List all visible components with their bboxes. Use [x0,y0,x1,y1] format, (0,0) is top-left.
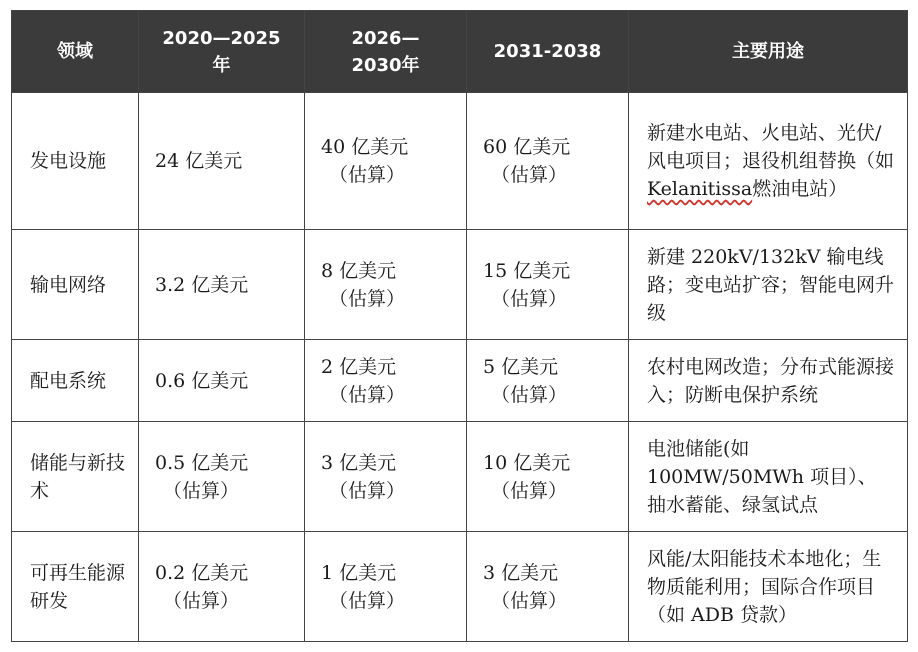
value-cell [467,532,629,642]
value-cell [139,422,305,532]
header-field: 领域 [12,11,139,93]
table-row [12,230,908,340]
header-period-2: 2026—2030年 [305,11,467,93]
value-note: （估算） [163,479,240,502]
value-amount: 0.6 亿美元 [155,369,249,392]
header-use: 主要用途 [629,11,908,93]
value-cell [139,532,305,642]
investment-table [11,10,908,642]
value-amount: 2 亿美元 [321,355,397,378]
field-cell: 配电系统 [12,340,139,422]
header-period-3: 2031-2038 [467,11,629,93]
value-note: （估算） [329,383,406,406]
value-amount: 40 亿美元 [321,136,409,158]
value-cell [467,230,629,340]
value-note: （估算） [491,479,568,502]
table-row [12,93,908,230]
value-cell [139,93,305,230]
value-amount: 10 亿美元 [483,451,571,474]
table-row [12,340,908,422]
value-note: （估算） [491,383,568,406]
value-cell [305,93,467,230]
value-cell [305,422,467,532]
header-row [12,11,908,93]
value-cell [467,93,629,230]
use-cell: 农村电网改造；分布式能源接入；防断电保护系统 [629,340,908,422]
value-amount: 60 亿美元 [483,136,571,158]
value-cell [467,422,629,532]
value-note: （估算） [329,589,406,612]
table-row [12,532,908,642]
value-note: （估算） [491,164,568,186]
use-text: 新建水电站、火电站、光伏/风电项目；退役机组替换（如 [647,122,895,172]
value-amount: 5 亿美元 [483,355,559,378]
field-cell: 储能与新技术 [12,422,139,532]
use-text-tail: 燃油电站） [752,178,848,200]
value-note: （估算） [329,164,406,186]
value-note: （估算） [163,589,240,612]
value-note: （估算） [491,287,568,310]
value-amount: 15 亿美元 [483,259,571,282]
value-cell [467,340,629,422]
use-cell: 电池储能(如 100MW/50MWh 项目）、抽水蓄能、绿氢试点 [629,422,908,532]
value-cell [139,340,305,422]
use-cell: 新建 220kV/132kV 输电线路；变电站扩容；智能电网升级 [629,230,908,340]
value-amount: 3 亿美元 [483,561,559,584]
header-period-1: 2020—2025年 [139,11,305,93]
value-note: （估算） [329,287,406,310]
value-amount: 3 亿美元 [321,451,397,474]
value-amount: 0.5 亿美元 [155,451,249,474]
field-cell: 发电设施 [12,93,139,230]
field-cell: 输电网络 [12,230,139,340]
value-amount: 3.2 亿美元 [155,273,249,296]
value-cell [305,532,467,642]
value-cell [139,230,305,340]
use-spellcheck-word: Kelanitissa [647,178,753,200]
value-amount: 24 亿美元 [155,150,243,172]
value-amount: 8 亿美元 [321,259,397,282]
value-amount: 1 亿美元 [321,561,397,584]
value-note: （估算） [329,479,406,502]
table-row [12,422,908,532]
use-cell [629,93,908,230]
value-cell [305,230,467,340]
use-cell: 风能/太阳能技术本地化；生物质能利用；国际合作项目（如 ADB 贷款） [629,532,908,642]
field-cell: 可再生能源研发 [12,532,139,642]
value-cell [305,340,467,422]
value-note: （估算） [491,589,568,612]
value-amount: 0.2 亿美元 [155,561,249,584]
